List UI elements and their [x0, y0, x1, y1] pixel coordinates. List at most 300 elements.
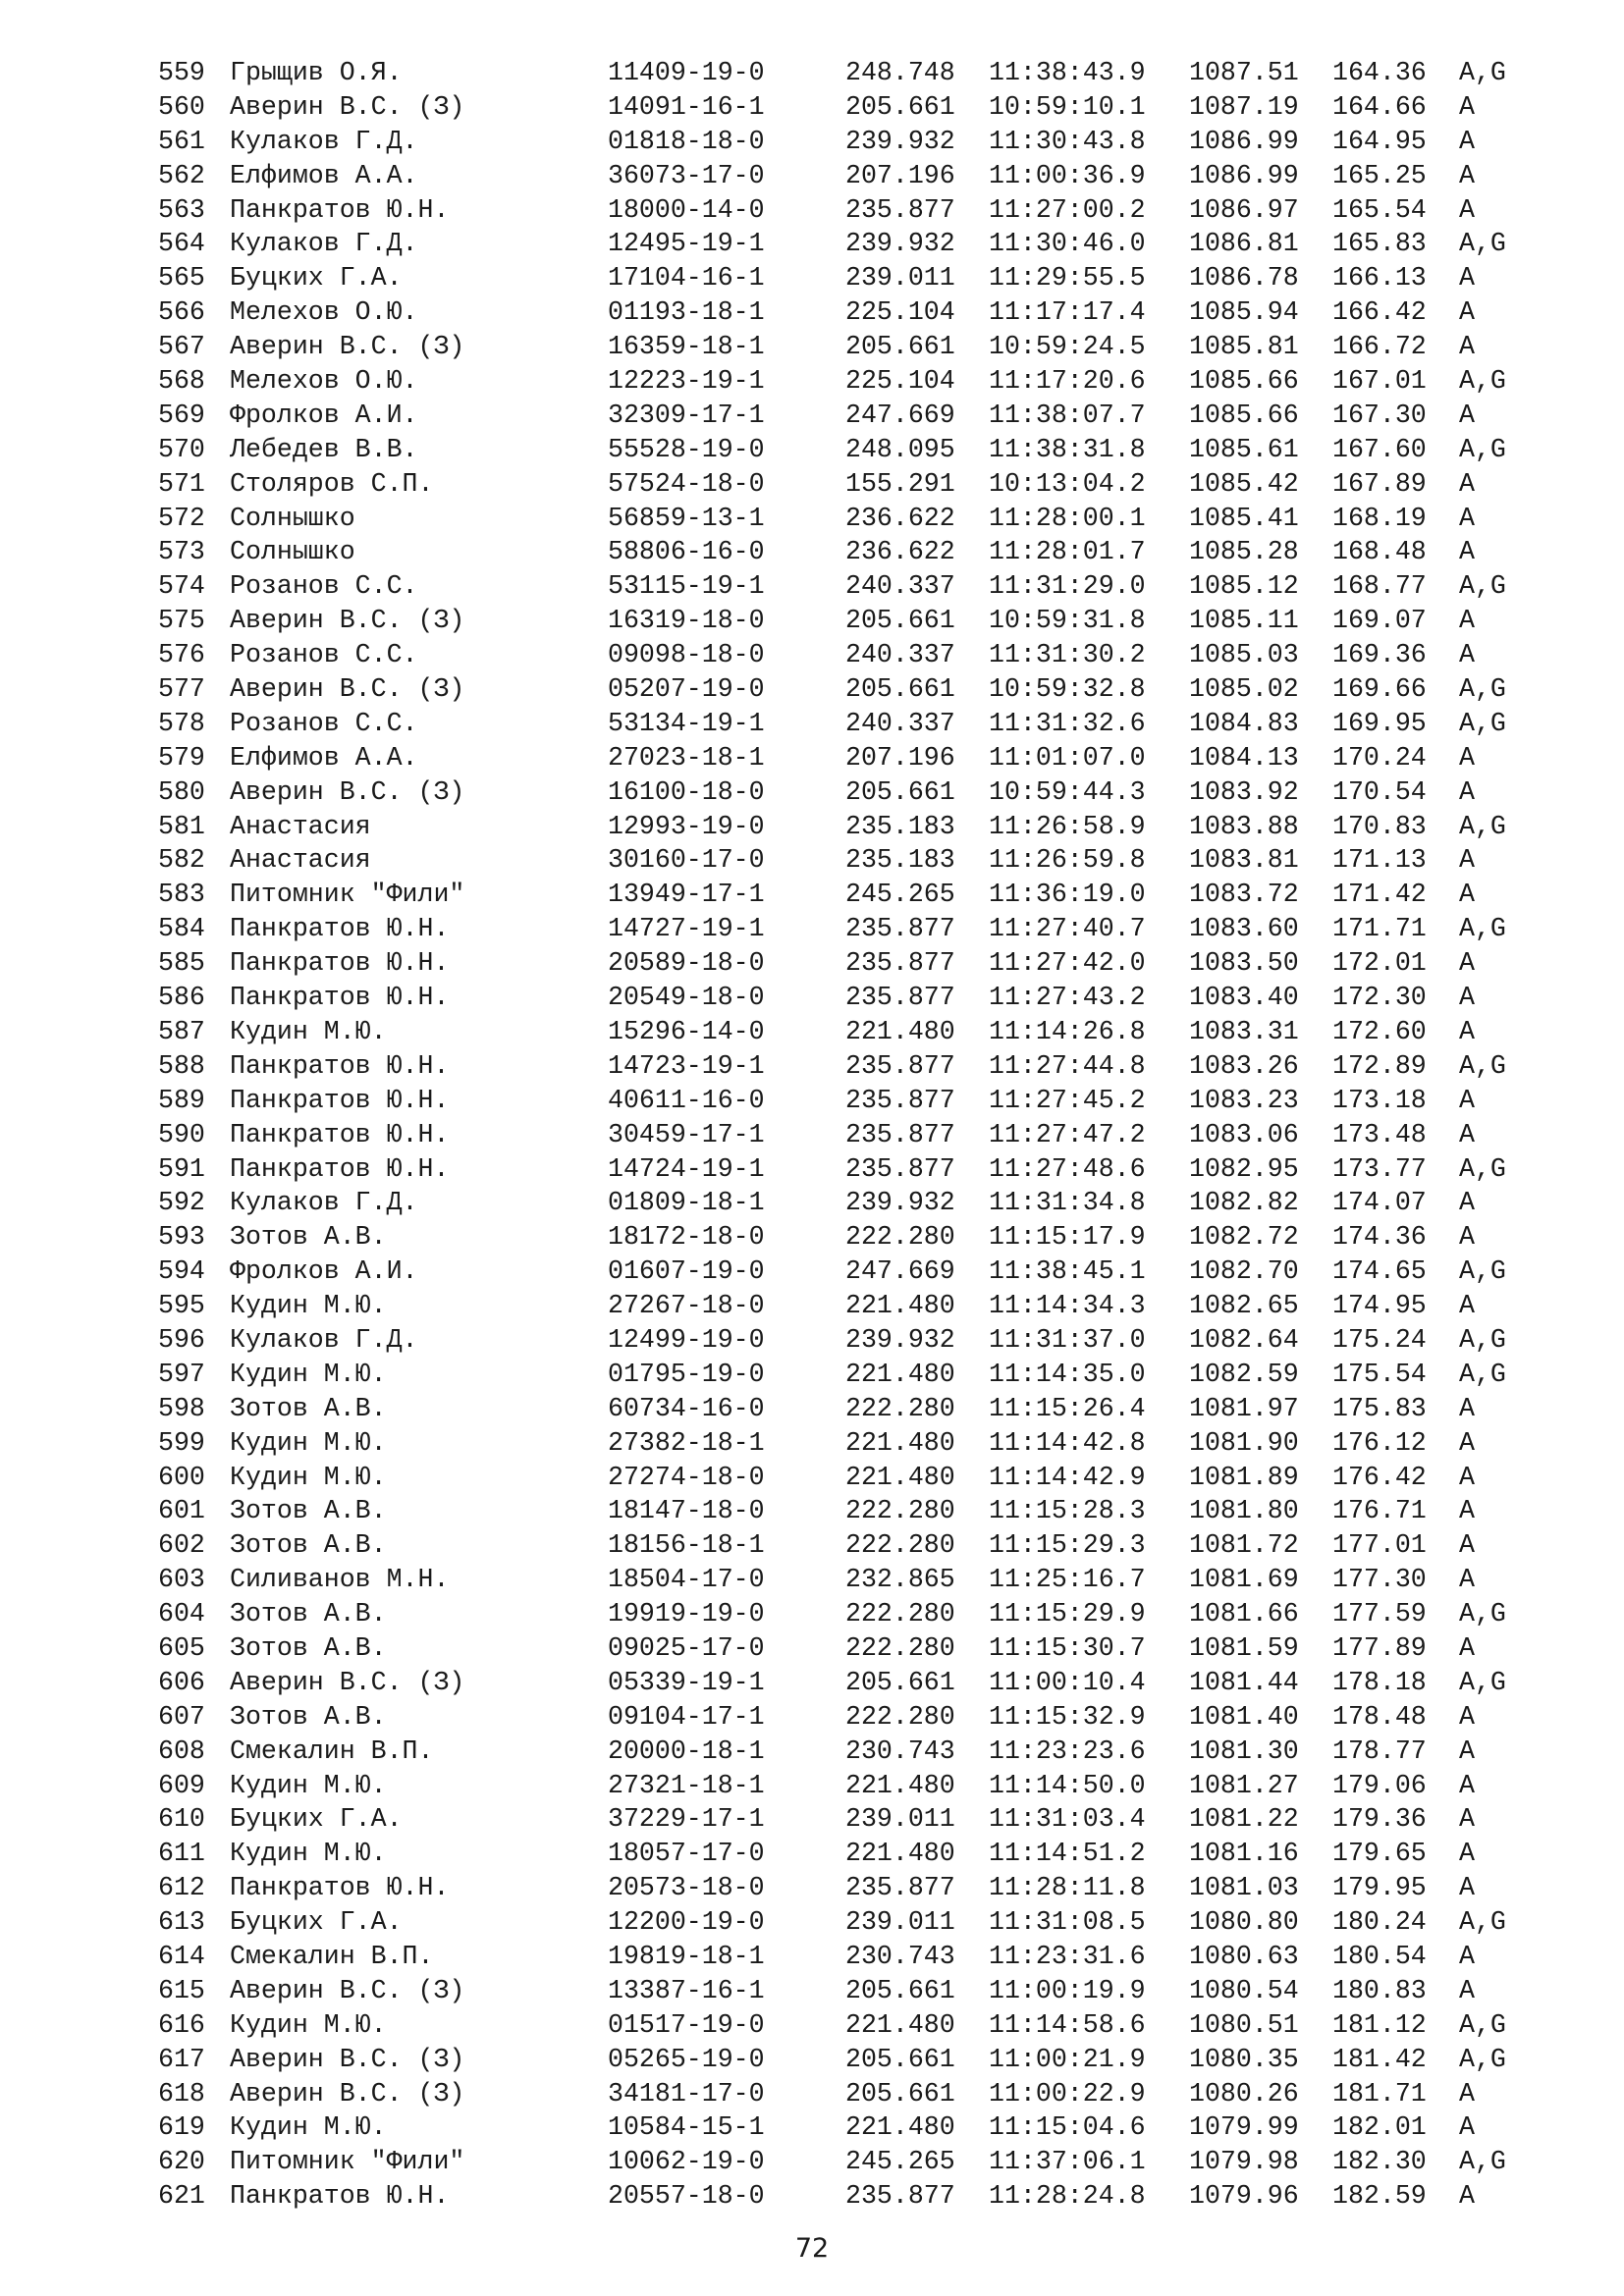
category: A — [1459, 160, 1475, 190]
speed: 1081.22 — [1189, 1804, 1299, 1835]
table-row — [158, 1700, 1533, 1735]
row-number: 618 — [158, 2078, 205, 2109]
points: 176.71 — [1332, 1496, 1427, 1526]
owner-name: Панкратов Ю.Н. — [230, 194, 450, 225]
row-number: 567 — [158, 332, 205, 362]
arrival-time: 10:59:32.8 — [989, 674, 1146, 705]
owner-name: Розанов С.С. — [230, 640, 418, 670]
row-number: 600 — [158, 1462, 205, 1492]
distance: 235.877 — [845, 1050, 955, 1081]
points: 177.01 — [1332, 1530, 1427, 1561]
row-number: 581 — [158, 811, 205, 841]
points: 171.13 — [1332, 845, 1427, 876]
points: 167.30 — [1332, 400, 1427, 430]
ring-number: 53115-19-1 — [608, 571, 765, 602]
arrival-time: 11:27:45.2 — [989, 1085, 1146, 1115]
row-number: 608 — [158, 1735, 205, 1766]
ring-number: 05265-19-0 — [608, 2044, 765, 2074]
category: A,G — [1459, 571, 1506, 602]
category: A — [1459, 1873, 1475, 1903]
distance: 232.865 — [845, 1565, 955, 1595]
table-row — [158, 775, 1533, 810]
speed: 1082.59 — [1189, 1359, 1299, 1389]
points: 182.01 — [1332, 2112, 1427, 2143]
table-row — [158, 1940, 1533, 1974]
distance: 205.661 — [845, 1975, 955, 2005]
results-table — [158, 56, 1533, 2214]
row-number: 595 — [158, 1291, 205, 1321]
speed: 1087.19 — [1189, 91, 1299, 122]
row-number: 620 — [158, 2147, 205, 2177]
category: A — [1459, 1701, 1475, 1732]
speed: 1085.66 — [1189, 400, 1299, 430]
points: 182.30 — [1332, 2147, 1427, 2177]
arrival-time: 11:27:40.7 — [989, 914, 1146, 944]
speed: 1080.63 — [1189, 1941, 1299, 1971]
ring-number: 20000-18-1 — [608, 1735, 765, 1766]
arrival-time: 11:00:21.9 — [989, 2044, 1146, 2074]
speed: 1086.81 — [1189, 229, 1299, 259]
owner-name: Кулаков Г.Д. — [230, 126, 418, 156]
table-row — [158, 1528, 1533, 1563]
distance: 222.280 — [845, 1599, 955, 1629]
distance: 235.183 — [845, 845, 955, 876]
arrival-time: 11:25:16.7 — [989, 1565, 1146, 1595]
distance: 222.280 — [845, 1632, 955, 1663]
table-row — [158, 1049, 1533, 1084]
distance: 221.480 — [845, 1016, 955, 1046]
speed: 1081.72 — [1189, 1530, 1299, 1561]
row-number: 573 — [158, 537, 205, 567]
points: 165.54 — [1332, 194, 1427, 225]
distance: 221.480 — [845, 1359, 955, 1389]
row-number: 561 — [158, 126, 205, 156]
table-row — [158, 2145, 1533, 2179]
row-number: 616 — [158, 2009, 205, 2040]
page-number: 72 — [794, 2233, 830, 2264]
owner-name: Аверин В.С. (З) — [230, 776, 465, 807]
ring-number: 30459-17-1 — [608, 1119, 765, 1149]
owner-name: Буцких Г.А. — [230, 263, 403, 294]
speed: 1080.51 — [1189, 2009, 1299, 2040]
row-number: 564 — [158, 229, 205, 259]
points: 176.42 — [1332, 1462, 1427, 1492]
row-number: 611 — [158, 1839, 205, 1869]
arrival-time: 10:59:44.3 — [989, 776, 1146, 807]
arrival-time: 11:31:08.5 — [989, 1907, 1146, 1938]
points: 166.72 — [1332, 332, 1427, 362]
distance: 205.661 — [845, 776, 955, 807]
points: 180.83 — [1332, 1975, 1427, 2005]
distance: 230.743 — [845, 1941, 955, 1971]
points: 169.66 — [1332, 674, 1427, 705]
speed: 1081.30 — [1189, 1735, 1299, 1766]
owner-name: Зотов А.В. — [230, 1222, 387, 1253]
speed: 1085.11 — [1189, 606, 1299, 636]
ring-number: 05207-19-0 — [608, 674, 765, 705]
speed: 1083.06 — [1189, 1119, 1299, 1149]
owner-name: Анастасия — [230, 845, 371, 876]
distance: 239.011 — [845, 1907, 955, 1938]
ring-number: 30160-17-0 — [608, 845, 765, 876]
category: A,G — [1459, 1907, 1506, 1938]
points: 168.19 — [1332, 503, 1427, 533]
owner-name: Смекалин В.П. — [230, 1735, 434, 1766]
category: A — [1459, 194, 1475, 225]
arrival-time: 11:36:19.0 — [989, 880, 1146, 910]
category: A — [1459, 1462, 1475, 1492]
ring-number: 19819-18-1 — [608, 1941, 765, 1971]
arrival-time: 11:14:51.2 — [989, 1839, 1146, 1869]
points: 182.59 — [1332, 2181, 1427, 2212]
table-row — [158, 672, 1533, 707]
speed: 1083.31 — [1189, 1016, 1299, 1046]
speed: 1084.13 — [1189, 742, 1299, 773]
ring-number: 17104-16-1 — [608, 263, 765, 294]
points: 174.95 — [1332, 1291, 1427, 1321]
speed: 1081.90 — [1189, 1427, 1299, 1458]
category: A,G — [1459, 229, 1506, 259]
speed: 1083.23 — [1189, 1085, 1299, 1115]
distance: 221.480 — [845, 1291, 955, 1321]
distance: 205.661 — [845, 2044, 955, 2074]
points: 170.83 — [1332, 811, 1427, 841]
owner-name: Столяров С.П. — [230, 468, 434, 499]
distance: 248.095 — [845, 434, 955, 464]
owner-name: Буцких Г.А. — [230, 1804, 403, 1835]
row-number: 604 — [158, 1599, 205, 1629]
distance: 248.748 — [845, 58, 955, 87]
points: 174.07 — [1332, 1188, 1427, 1218]
points: 178.48 — [1332, 1701, 1427, 1732]
arrival-time: 11:23:31.6 — [989, 1941, 1146, 1971]
owner-name: Кудин М.Ю. — [230, 1016, 387, 1046]
owner-name: Силиванов М.Н. — [230, 1565, 450, 1595]
speed: 1081.40 — [1189, 1701, 1299, 1732]
speed: 1081.44 — [1189, 1667, 1299, 1697]
owner-name: Кудин М.Ю. — [230, 2112, 387, 2143]
points: 164.66 — [1332, 91, 1427, 122]
arrival-time: 11:17:17.4 — [989, 297, 1146, 328]
ring-number: 55528-19-0 — [608, 434, 765, 464]
distance: 222.280 — [845, 1701, 955, 1732]
table-row — [158, 1358, 1533, 1392]
points: 166.13 — [1332, 263, 1427, 294]
speed: 1083.92 — [1189, 776, 1299, 807]
speed: 1081.59 — [1189, 1632, 1299, 1663]
speed: 1083.40 — [1189, 983, 1299, 1013]
speed: 1081.03 — [1189, 1873, 1299, 1903]
category: A — [1459, 1496, 1475, 1526]
table-row — [158, 125, 1533, 159]
ring-number: 27321-18-1 — [608, 1770, 765, 1800]
distance: 239.011 — [845, 263, 955, 294]
row-number: 569 — [158, 400, 205, 430]
owner-name: Питомник "Фили" — [230, 2147, 465, 2177]
owner-name: Панкратов Ю.Н. — [230, 983, 450, 1013]
category: A — [1459, 1632, 1475, 1663]
category: A — [1459, 1016, 1475, 1046]
owner-name: Панкратов Ю.Н. — [230, 948, 450, 979]
category: A,G — [1459, 811, 1506, 841]
arrival-time: 11:31:29.0 — [989, 571, 1146, 602]
speed: 1081.97 — [1189, 1393, 1299, 1423]
category: A,G — [1459, 58, 1506, 87]
category: A — [1459, 776, 1475, 807]
owner-name: Фролков А.И. — [230, 1256, 418, 1287]
ring-number: 18147-18-0 — [608, 1496, 765, 1526]
points: 181.42 — [1332, 2044, 1427, 2074]
category: A — [1459, 1804, 1475, 1835]
points: 180.54 — [1332, 1941, 1427, 1971]
owner-name: Солнышко — [230, 537, 355, 567]
points: 175.54 — [1332, 1359, 1427, 1389]
points: 168.48 — [1332, 537, 1427, 567]
owner-name: Аверин В.С. (З) — [230, 2044, 465, 2074]
owner-name: Елфимов А.А. — [230, 742, 418, 773]
distance: 205.661 — [845, 2078, 955, 2109]
category: A — [1459, 1291, 1475, 1321]
arrival-time: 11:28:11.8 — [989, 1873, 1146, 1903]
row-number: 574 — [158, 571, 205, 602]
category: A — [1459, 91, 1475, 122]
distance: 235.877 — [845, 194, 955, 225]
speed: 1080.26 — [1189, 2078, 1299, 2109]
speed: 1082.64 — [1189, 1324, 1299, 1355]
distance: 240.337 — [845, 571, 955, 602]
points: 175.24 — [1332, 1324, 1427, 1355]
distance: 207.196 — [845, 160, 955, 190]
category: A — [1459, 1530, 1475, 1561]
distance: 221.480 — [845, 2009, 955, 2040]
ring-number: 14727-19-1 — [608, 914, 765, 944]
distance: 247.669 — [845, 1256, 955, 1287]
distance: 240.337 — [845, 640, 955, 670]
arrival-time: 10:59:31.8 — [989, 606, 1146, 636]
points: 169.95 — [1332, 708, 1427, 738]
owner-name: Зотов А.В. — [230, 1496, 387, 1526]
points: 177.59 — [1332, 1599, 1427, 1629]
row-number: 598 — [158, 1393, 205, 1423]
category: A,G — [1459, 1599, 1506, 1629]
owner-name: Зотов А.В. — [230, 1632, 387, 1663]
category: A,G — [1459, 2147, 1506, 2177]
distance: 221.480 — [845, 1839, 955, 1869]
speed: 1085.12 — [1189, 571, 1299, 602]
category: A — [1459, 468, 1475, 499]
ring-number: 01809-18-1 — [608, 1188, 765, 1218]
table-row — [158, 330, 1533, 364]
distance: 235.877 — [845, 1153, 955, 1184]
points: 179.36 — [1332, 1804, 1427, 1835]
owner-name: Аверин В.С. (З) — [230, 2078, 465, 2109]
distance: 222.280 — [845, 1496, 955, 1526]
row-number: 579 — [158, 742, 205, 773]
table-row — [158, 2008, 1533, 2043]
ring-number: 40611-16-0 — [608, 1085, 765, 1115]
table-row — [158, 159, 1533, 193]
category: A — [1459, 2078, 1475, 2109]
points: 179.06 — [1332, 1770, 1427, 1800]
category: A,G — [1459, 708, 1506, 738]
owner-name: Кулаков Г.Д. — [230, 229, 418, 259]
distance: 230.743 — [845, 1735, 955, 1766]
arrival-time: 11:00:10.4 — [989, 1667, 1146, 1697]
ring-number: 14091-16-1 — [608, 91, 765, 122]
ring-number: 01517-19-0 — [608, 2009, 765, 2040]
owner-name: Зотов А.В. — [230, 1530, 387, 1561]
distance: 235.877 — [845, 914, 955, 944]
category: A,G — [1459, 1256, 1506, 1287]
category: A — [1459, 742, 1475, 773]
row-number: 591 — [158, 1153, 205, 1184]
arrival-time: 11:15:29.3 — [989, 1530, 1146, 1561]
owner-name: Кудин М.Ю. — [230, 1427, 387, 1458]
arrival-time: 11:27:44.8 — [989, 1050, 1146, 1081]
points: 173.48 — [1332, 1119, 1427, 1149]
category: A,G — [1459, 914, 1506, 944]
ring-number: 34181-17-0 — [608, 2078, 765, 2109]
category: A — [1459, 537, 1475, 567]
speed: 1083.26 — [1189, 1050, 1299, 1081]
speed: 1084.83 — [1189, 708, 1299, 738]
arrival-time: 11:31:34.8 — [989, 1188, 1146, 1218]
speed: 1082.95 — [1189, 1153, 1299, 1184]
owner-name: Панкратов Ю.Н. — [230, 1050, 450, 1081]
points: 174.36 — [1332, 1222, 1427, 1253]
owner-name: Анастасия — [230, 811, 371, 841]
category: A — [1459, 1770, 1475, 1800]
table-row — [158, 810, 1533, 844]
points: 169.36 — [1332, 640, 1427, 670]
speed: 1085.03 — [1189, 640, 1299, 670]
points: 173.77 — [1332, 1153, 1427, 1184]
arrival-time: 11:15:26.4 — [989, 1393, 1146, 1423]
arrival-time: 11:00:22.9 — [989, 2078, 1146, 2109]
arrival-time: 11:14:42.8 — [989, 1427, 1146, 1458]
ring-number: 01607-19-0 — [608, 1256, 765, 1287]
distance: 205.661 — [845, 606, 955, 636]
arrival-time: 11:27:47.2 — [989, 1119, 1146, 1149]
speed: 1087.51 — [1189, 58, 1299, 87]
table-row — [158, 467, 1533, 502]
ring-number: 20573-18-0 — [608, 1873, 765, 1903]
table-row — [158, 946, 1533, 981]
table-row — [158, 2077, 1533, 2111]
points: 172.01 — [1332, 948, 1427, 979]
owner-name: Аверин В.С. (З) — [230, 674, 465, 705]
row-number: 560 — [158, 91, 205, 122]
row-number: 568 — [158, 366, 205, 397]
distance: 155.291 — [845, 468, 955, 499]
arrival-time: 11:28:01.7 — [989, 537, 1146, 567]
row-number: 612 — [158, 1873, 205, 1903]
table-row — [158, 981, 1533, 1015]
arrival-time: 11:15:04.6 — [989, 2112, 1146, 2143]
arrival-time: 11:37:06.1 — [989, 2147, 1146, 2177]
speed: 1085.94 — [1189, 297, 1299, 328]
table-row — [158, 912, 1533, 946]
table-row — [158, 1974, 1533, 2008]
category: A — [1459, 503, 1475, 533]
arrival-time: 10:13:04.2 — [989, 468, 1146, 499]
points: 178.18 — [1332, 1667, 1427, 1697]
ring-number: 18172-18-0 — [608, 1222, 765, 1253]
distance: 235.877 — [845, 2181, 955, 2212]
category: A — [1459, 1427, 1475, 1458]
row-number: 577 — [158, 674, 205, 705]
table-row — [158, 2179, 1533, 2214]
speed: 1085.42 — [1189, 468, 1299, 499]
category: A,G — [1459, 1153, 1506, 1184]
points: 181.12 — [1332, 2009, 1427, 2040]
table-row — [158, 1769, 1533, 1803]
speed: 1085.41 — [1189, 503, 1299, 533]
arrival-time: 11:23:23.6 — [989, 1735, 1146, 1766]
ring-number: 32309-17-1 — [608, 400, 765, 430]
table-row — [158, 261, 1533, 295]
ring-number: 05339-19-1 — [608, 1667, 765, 1697]
row-number: 565 — [158, 263, 205, 294]
owner-name: Кудин М.Ю. — [230, 1839, 387, 1869]
arrival-time: 11:27:48.6 — [989, 1153, 1146, 1184]
category: A — [1459, 1188, 1475, 1218]
arrival-time: 11:14:50.0 — [989, 1770, 1146, 1800]
points: 167.01 — [1332, 366, 1427, 397]
owner-name: Аверин В.С. (З) — [230, 1667, 465, 1697]
arrival-time: 11:29:55.5 — [989, 263, 1146, 294]
owner-name: Панкратов Ю.Н. — [230, 914, 450, 944]
category: A — [1459, 2112, 1475, 2143]
row-number: 603 — [158, 1565, 205, 1595]
arrival-time: 11:14:26.8 — [989, 1016, 1146, 1046]
distance: 207.196 — [845, 742, 955, 773]
ring-number: 15296-14-0 — [608, 1016, 765, 1046]
arrival-time: 11:28:00.1 — [989, 503, 1146, 533]
points: 164.36 — [1332, 58, 1427, 87]
ring-number: 18156-18-1 — [608, 1530, 765, 1561]
row-number: 571 — [158, 468, 205, 499]
table-row — [158, 569, 1533, 604]
owner-name: Елфимов А.А. — [230, 160, 418, 190]
ring-number: 20549-18-0 — [608, 983, 765, 1013]
arrival-time: 11:27:42.0 — [989, 948, 1146, 979]
arrival-time: 11:38:43.9 — [989, 58, 1146, 87]
points: 179.95 — [1332, 1873, 1427, 1903]
arrival-time: 11:38:31.8 — [989, 434, 1146, 464]
arrival-time: 11:00:19.9 — [989, 1975, 1146, 2005]
ring-number: 37229-17-1 — [608, 1804, 765, 1835]
row-number: 619 — [158, 2112, 205, 2143]
owner-name: Панкратов Ю.Н. — [230, 2181, 450, 2212]
table-row — [158, 1597, 1533, 1631]
owner-name: Грыщив О.Я. — [230, 58, 403, 87]
distance: 239.932 — [845, 1324, 955, 1355]
table-row — [158, 1494, 1533, 1528]
table-row — [158, 1461, 1533, 1495]
table-row — [158, 1666, 1533, 1700]
category: A — [1459, 297, 1475, 328]
arrival-time: 11:14:58.6 — [989, 2009, 1146, 2040]
row-number: 605 — [158, 1632, 205, 1663]
category: A — [1459, 1393, 1475, 1423]
speed: 1086.99 — [1189, 126, 1299, 156]
ring-number: 13387-16-1 — [608, 1975, 765, 2005]
table-row — [158, 227, 1533, 261]
distance: 221.480 — [845, 1427, 955, 1458]
ring-number: 20557-18-0 — [608, 2181, 765, 2212]
speed: 1079.99 — [1189, 2112, 1299, 2143]
